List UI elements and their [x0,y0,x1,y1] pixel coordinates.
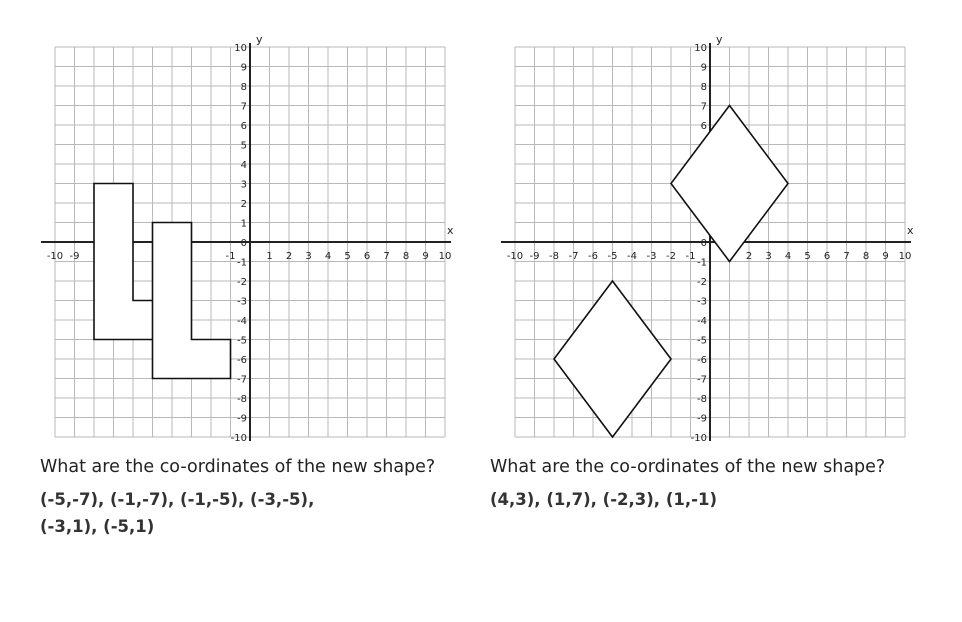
right-x-tick-label: -9 [529,251,540,262]
left-x-tick-label: 1 [266,251,273,262]
left-y-tick-label: 8 [240,82,247,93]
right-y-tick-label: -3 [697,296,707,308]
right-x-tick-label: 9 [882,251,889,262]
left-y-tick-label: 2 [240,199,247,210]
right-x-tick-label: -3 [646,251,657,262]
right-x-tick-label: -5 [607,251,618,262]
right-x-tick-label: 3 [765,251,772,262]
left-y-tick-label: 9 [240,62,247,74]
right-y-tick-label: 10 [694,43,707,54]
left-y-tick-label: -2 [237,277,247,288]
right-x-tick-label: -6 [588,251,598,262]
left-y-tick-label: -8 [237,394,247,405]
right-y-tick-label: -7 [697,374,707,386]
right-y-tick-label: 9 [700,62,707,74]
right-x-tick-label: -4 [627,251,637,262]
right-x-tick-label: 4 [784,251,792,262]
left-x-axis-label: x [447,224,454,237]
right-x-tick-label: 6 [823,251,831,262]
right-x-axis-label: x [907,224,914,237]
right-y-tick-label: -2 [697,277,707,288]
right-y-tick-label: -4 [697,316,707,327]
left-y-tick-label: 6 [240,121,247,132]
left-y-tick-label: -6 [237,355,247,366]
left-x-tick-label: 10 [438,251,452,262]
right-y-tick-label: -8 [697,394,707,405]
answer-left-line-2: (-3,1), (-5,1) [40,517,155,536]
left-x-tick-label: 9 [422,251,429,262]
left-x-tick-label: -10 [46,251,64,262]
question-right: What are the co-ordinates of the new shape? [490,457,886,477]
left-y-tick-label: 7 [240,101,247,113]
right-x-tick-label: 2 [745,251,753,262]
left-x-tick-label: 2 [285,251,293,262]
left-x-tick-label: 8 [402,251,410,262]
right-x-tick-label: -1 [685,251,696,262]
right-diamond-original [554,281,671,437]
right-x-tick-label: -8 [549,251,559,262]
left-x-tick-label: -9 [69,251,80,262]
right-x-tick-label: 8 [862,251,870,262]
right-y-tick-label: -10 [690,433,707,444]
right-x-tick-label: -2 [666,251,676,262]
left-y-tick-label: -7 [237,374,247,386]
left-y-tick-label: 3 [240,179,247,191]
left-y-tick-label: -3 [237,296,247,308]
left-y-axis-label: y [256,33,263,46]
right-y-tick-label: 7 [700,101,707,113]
left-y-tick-label: 1 [240,218,247,230]
left-y-tick-label: -4 [237,316,247,327]
right-y-tick-label: 8 [700,82,707,93]
left-y-tick-label: -1 [237,257,247,269]
answer-right-line-1: (4,3), (1,7), (-2,3), (1,-1) [490,490,717,509]
right-y-tick-label: -5 [697,335,707,347]
right-y-axis-label: y [716,33,723,46]
right-x-tick-label: 7 [843,251,850,262]
right-y-tick-label: 0 [700,238,707,249]
right-x-tick-label: -7 [568,251,579,262]
right-x-tick-label: -10 [506,251,524,262]
right-y-tick-label: 6 [700,121,707,132]
right-y-tick-label: -9 [697,413,707,425]
left-y-tick-label: 4 [240,160,247,171]
left-x-tick-label: -1 [225,251,236,262]
coordinate-grid-left [36,30,466,450]
coordinate-grid-right [496,30,926,450]
right-x-tick-label: 5 [804,251,811,262]
left-y-tick-label: 0 [240,238,247,249]
answer-left-line-1: (-5,-7), (-1,-7), (-1,-5), (-3,-5), [40,490,315,509]
left-x-tick-label: 6 [363,251,371,262]
right-x-tick-label: 10 [898,251,912,262]
left-y-tick-label: 10 [234,43,247,54]
left-y-tick-label: -9 [237,413,247,425]
right-y-tick-label: -6 [697,355,707,366]
left-y-tick-label: -10 [230,433,247,444]
left-x-tick-label: 5 [344,251,351,262]
left-y-tick-label: 5 [240,140,247,152]
left-x-tick-label: 4 [324,251,332,262]
question-left: What are the co-ordinates of the new shape? [40,457,436,477]
right-diamond-new [671,106,788,262]
left-x-tick-label: 7 [383,251,390,262]
right-y-tick-label: -1 [697,257,707,269]
left-x-tick-label: 3 [305,251,312,262]
left-y-tick-label: -5 [237,335,247,347]
